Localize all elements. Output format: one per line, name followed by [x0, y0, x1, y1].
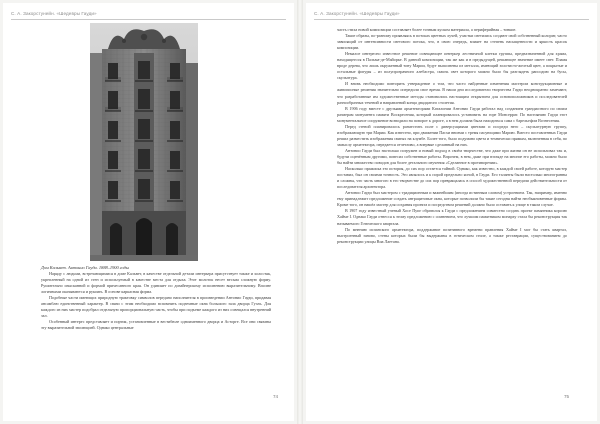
right-body-text [337, 27, 570, 405]
casa-calvet-facade-image [90, 23, 198, 261]
paragraph: Подобные части имеющих природную трактовку символов передано наполнителя в произведении Антонио Гауди, придавая ансамблю единственный характер. В связи с этим необходимо вспомнить подземные окна большого зала дворца Гуэль. Для каждого из них мастер подобрал отдельную пропорциональную часть, чтобы при подъеме каждого из них освещался внутренний зал. [41, 295, 271, 319]
paragraph: часть стиха новой композиции составляет более точным куском материала, а периферийная – тонкие. [337, 27, 517, 32]
paragraph: Наряду с людьми, встречающимися в доме Кальвет, в качестве отдельной детали интерьера присутствует также и холостяк, укрепленный на одной из стен и используемый в качестве места для отдыха. Этот молоток несет весьма сложную форму. Рушительно изысканной и формой причесанного края. Он удивляет по дизайнерскому исполнению выразительному. Вполне логичными оказываются и рукоять. В основе каркасная форма. [41, 271, 271, 295]
page-number-left: 74 [273, 394, 279, 399]
paragraph: По мнению испанского архитектора, поддержание позитивного времени правления Хайме I мог бы стать квартал, выстроенный заново, стены которых были бы выдержаны в готическом стиле, а также реставрации, существованием до реконструкции улицы Виа Лаетана. [337, 226, 567, 244]
paragraph: Немалое интересно известное решение освещающее интерьер лестничной клетки группы, предназначенной для храма, находящегося в Пальма-де-Майорке. В данной композиции, так же как и в предыдущей, решающее значение имеет свет. Пламя вроде дерева, что лишь окруженный тону Марии, будут выполнены из металла, имеющий золотисто-желтый цвет, а покрытые и остальные фигуры – из полупрозрачного алебастра, сквозь свет которого можно было бы разглядеть рапсодию на бусы, скульптура. [337, 51, 567, 81]
book-gutter [297, 0, 303, 424]
header-rule-right [314, 19, 589, 20]
left-body-text [41, 271, 271, 413]
paragraph: Насколько пражиска это история, до сих пор остается тайной. Однако, как известно, в каждой своей работе, которую мастер поставил, был он своими точность. Это являлось и к порой предельно ясной, в Гауди. Его таланты были настолько многогранны и сложны, что часть многого в его творчестве до сих пор превращалась в способ художественной передачи действительности от последователя архитектора. [337, 166, 567, 190]
paragraph: В 1906 году вместе с друзьями архитекторами Каталонии Антонио Гауди работал над созданием грандиозного по своим размерам монумента памяти Воскресения, который планировалось установить на горе Монсеррат. По настоянию Гауди этот монументальное сооружение возводили на поворот к дороге, а в нем должна была находиться сама с барельефом Вознесения. [337, 105, 567, 123]
header-rule-left [11, 19, 286, 20]
page-number-right: 75 [564, 394, 570, 399]
paragraph: Такие образы, по-разному проявляясь в потоках цветных лучей, участки светились создают свой собственный колорит, часто зависящий от интенсивности светового потока, что, в свою очередь, влияет на степень насыщенности и яркость красок композиции. [337, 33, 567, 51]
paragraph: Особенный интерес представляет и портик, установленные в вестибюле одноименного дворца и Асторге. Все они связаны эту выразительной эволюцией. Однако центральные [41, 319, 271, 331]
paragraph: И вновь необходимо повторить утверждение о том, что часто найденные изменения мастером конструкционные и живописные решения значительно опередили свое время. В наши дни исследователи творчества Гауди неоднократно замечают, что разработанные им художественные методы становились настоящим открытием для основоположников и последователей разнообразных течений и направлений конца двадцатого столетия. [337, 81, 567, 105]
paragraph: Антонио Гауди был настолько погружен и новый подход в своём творчестве, что даже при жизни он не использовал так и, будучи оценённым другими, повесил собственные работы. Впрочем, в нем, даже при взгляде на многие его работы, можно было бы найти множество поводов для более детального изучения «Сделанное в противоречии». [337, 147, 567, 166]
running-head-left: С. А. Закорстунейн. «Шедевры Гауди» [11, 11, 97, 16]
paragraph: Антонио Гауди был мастером с традиционным и важнейшим (иногда истинным словом) устроением. Так, например, именно ему принадлежит предложение создать антрацитовые окна, которые позволили бы такие сегодня найти необыкновенные формы. Кроме того, он нашёл мастер для создания проекта и посредством решений должно было оставить к улице в таком случае. [337, 190, 567, 208]
right-page [306, 3, 597, 421]
paragraph: В 1907 году известный ученый Хосе Пуиг обратился к Гауди с предложением совместно создать проект памятника королю Хайме I. Однако Гауди отнесся к этому предложению с сомнением, что лучшим памятником монарху стала бы реконструкция так называемого Готического квартала. [337, 208, 567, 226]
paragraph: Перед стеной планировалось разместить поле с диверсуациями цветами и посреди него – скульптурную группу, изображающую три Марии. Как известно, при движении Пасхи внизми с тремя пасующими Марию. Вместо поставленных Гауди решил разместить изображения святых на клумбе. Более того, было подумано цвета и технически прямым, включенная в себя, по замыслу архитектора, передается отчетливо, а впервые сделанный на них. [337, 123, 567, 147]
running-head-right: С. А. Закорстунейн. «Шедевры Гауди» [314, 11, 400, 16]
left-page [3, 3, 294, 421]
photo-caption: Дом Кальвет. Антонио Гауди. 1888–1900 годы [41, 265, 129, 270]
building-photo [90, 23, 198, 261]
